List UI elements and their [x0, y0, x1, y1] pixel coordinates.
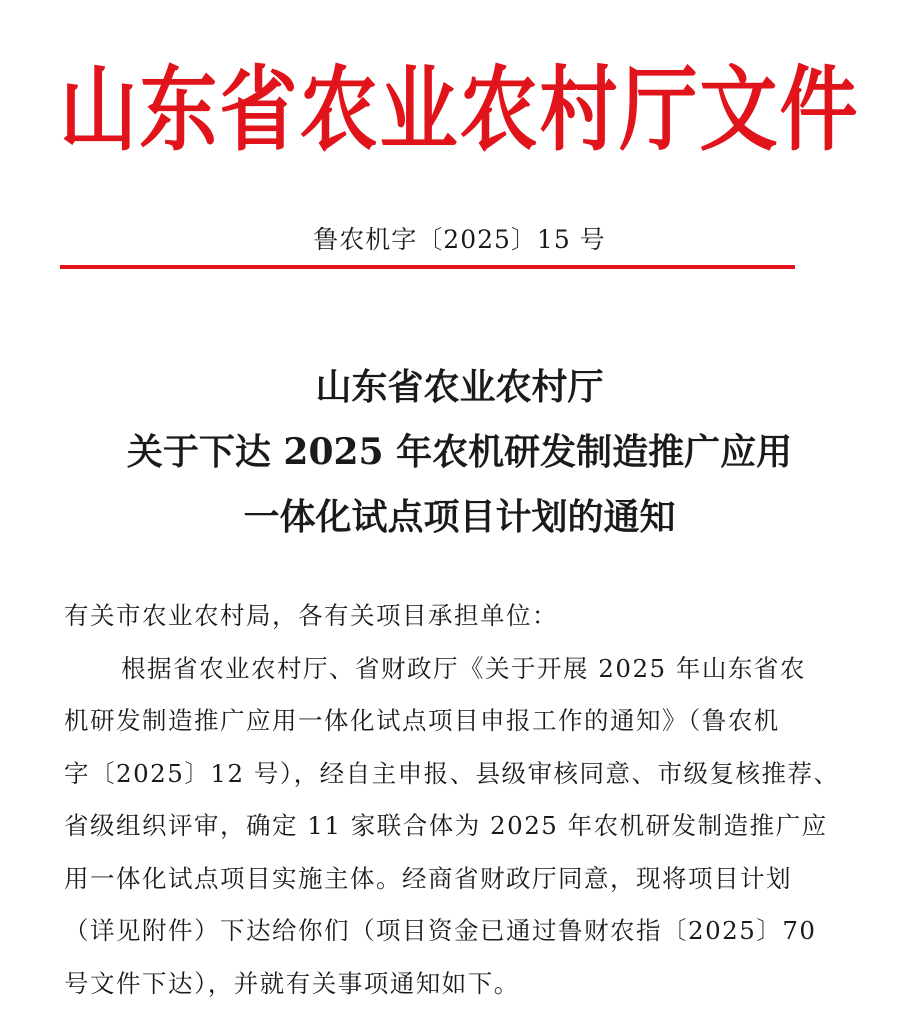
salutation: 有关市农业农村局，各有关项目承担单位：	[64, 590, 844, 643]
red-header-title: 山东省农业农村厅文件	[0, 40, 919, 182]
paragraph-line: （详见附件）下达给你们（项目资金已通过鲁财农指〔2025〕70	[64, 905, 844, 958]
document-number: 鲁农机字〔2025〕15 号	[0, 222, 919, 258]
notice-title-line: 一体化试点项目计划的通知	[0, 485, 919, 550]
notice-title-line: 关于下达 2025 年农机研发制造推广应用	[0, 420, 919, 485]
body-text	[64, 590, 844, 1010]
paragraph-line: 根据省农业农村厅、省财政厅《关于开展 2025 年山东省农	[64, 643, 844, 696]
notice-title-line: 山东省农业农村厅	[0, 355, 919, 420]
notice-title	[0, 355, 919, 550]
paragraph-line: 号文件下达），并就有关事项通知如下。	[64, 958, 844, 1010]
paragraph-line: 机研发制造推广应用一体化试点项目申报工作的通知》（鲁农机	[64, 695, 844, 748]
paragraph-line: 用一体化试点项目实施主体。经商省财政厅同意，现将项目计划	[64, 853, 844, 906]
paragraph-line: 字〔2025〕12 号），经自主申报、县级审核同意、市级复核推荐、	[64, 748, 844, 801]
paragraph-line: 省级组织评审，确定 11 家联合体为 2025 年农机研发制造推广应	[64, 800, 844, 853]
red-divider-line	[60, 265, 795, 269]
